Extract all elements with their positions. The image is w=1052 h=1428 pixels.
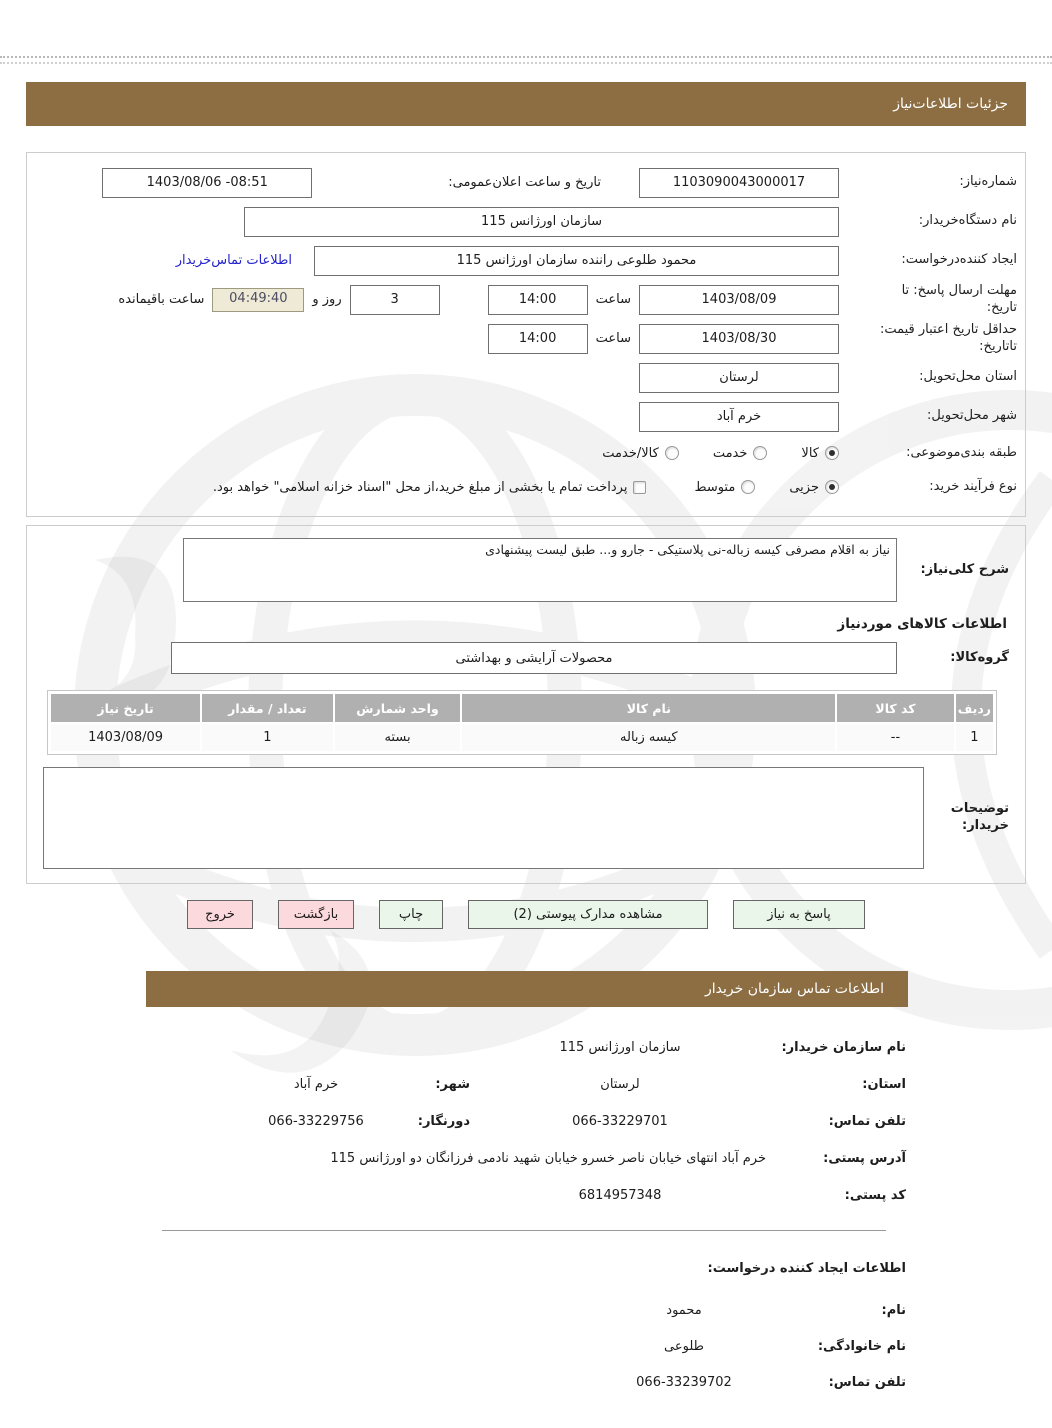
cell-need-date: 1403/08/09 xyxy=(51,724,200,751)
contact-phone-value: 066-33229701 xyxy=(572,1114,668,1129)
row-org-name xyxy=(144,1029,906,1066)
process-minor-label: جزیی xyxy=(789,479,819,495)
exit-button[interactable]: خروج xyxy=(187,900,253,929)
row-creator-phone xyxy=(144,1364,906,1400)
respond-to-need-button[interactable]: پاسخ به نیاز xyxy=(733,900,865,929)
row-subject-class xyxy=(35,436,1017,470)
treasury-docs-label: پرداخت تمام یا بخشی از مبلغ خرید،از محل "اسناد خزانه اسلامی" خواهد بود. xyxy=(212,479,628,495)
creator-phone-value: 066-33239702 xyxy=(636,1374,732,1390)
section-divider xyxy=(162,1230,886,1231)
goods-info-heading: اطلاعات کالاهای موردنیاز xyxy=(837,616,1007,632)
postal-address-value: خرم آباد انتهای خیابان ناصر خسرو خیابان شهید نادمی فرزانگان دو اورژانس 115 xyxy=(330,1151,766,1166)
row-postal-address xyxy=(144,1140,906,1177)
row-postal-code xyxy=(144,1177,906,1214)
org-name-label: نام سازمان خریدار: xyxy=(781,1040,906,1055)
buyer-notes-textarea[interactable] xyxy=(43,767,924,869)
org-name-value: سازمان اورژانس 115 xyxy=(559,1040,681,1055)
goods-table-header-row xyxy=(51,694,993,722)
subject-class-label: طبقه بندی‌موضوعی: xyxy=(906,444,1017,460)
validity-date-field[interactable]: 1403/08/30 xyxy=(639,324,839,354)
goods-group-field[interactable]: محصولات آرایشی و بهداشتی xyxy=(171,642,897,674)
row-buyer-org xyxy=(35,202,1017,241)
contact-section-title: اطلاعات تماس سازمان خریدار xyxy=(705,981,884,997)
print-button[interactable]: چاپ xyxy=(379,900,443,929)
col-row-number: ردیف xyxy=(956,694,993,722)
buyer-notes-label: توضیحات خریدار: xyxy=(950,801,1009,833)
buyer-org-field[interactable]: سازمان اورژانس 115 xyxy=(244,207,839,237)
deadline-hour-label: ساعت xyxy=(595,292,631,307)
creator-info-heading: اطلاعات ایجاد کننده درخواست: xyxy=(707,1261,906,1276)
goods-panel xyxy=(26,525,1026,884)
row-price-validity xyxy=(35,319,1017,358)
view-attachments-button[interactable]: مشاهده مدارک پیوستی (2) xyxy=(468,900,708,929)
validity-hour-label: ساعت xyxy=(595,331,631,346)
last-name-label: نام خانوادگی: xyxy=(817,1338,906,1354)
col-quantity: تعداد / مقدار xyxy=(202,694,332,722)
subject-goods-radio[interactable] xyxy=(825,446,839,460)
col-item-code: کد کالا xyxy=(837,694,954,722)
top-separator xyxy=(0,56,1052,64)
page-title-bar xyxy=(26,82,1026,126)
row-last-name xyxy=(144,1328,906,1364)
cell-item-name: کیسه زباله xyxy=(462,724,835,751)
row-delivery-city xyxy=(35,397,1017,436)
need-description-textarea[interactable]: نیاز به اقلام مصرفی کیسه زباله-نی پلاستیکی - جارو و... طبق لیست پیشنهادی xyxy=(183,538,897,602)
delivery-city-label: شهر محل‌تحویل: xyxy=(927,408,1017,424)
row-response-deadline xyxy=(35,280,1017,319)
countdown-timer: 04:49:40 xyxy=(212,288,304,312)
deadline-date-field[interactable]: 1403/08/09 xyxy=(639,285,839,315)
col-unit: واحد شمارش xyxy=(335,694,461,722)
row-request-creator xyxy=(35,241,1017,280)
cell-row-number: 1 xyxy=(956,724,993,751)
row-process-type xyxy=(35,470,1017,504)
contact-section xyxy=(144,1029,906,1231)
row-buyer-notes xyxy=(43,767,1009,869)
need-description-label: شرح کلی‌نیاز: xyxy=(920,561,1009,577)
treasury-docs-checkbox[interactable] xyxy=(633,481,646,494)
row-need-number xyxy=(35,163,1017,202)
city-label: شهر: xyxy=(435,1077,470,1092)
process-minor-radio[interactable] xyxy=(825,480,839,494)
province-value: لرستان xyxy=(600,1077,640,1092)
postal-address-label: آدرس پستی: xyxy=(823,1151,906,1166)
subject-goods-service-radio[interactable] xyxy=(665,446,679,460)
deadline-days-field[interactable]: 3 xyxy=(350,285,440,315)
row-first-name xyxy=(144,1292,906,1328)
announce-datetime-field[interactable]: 1403/08/06 -08:51 xyxy=(102,168,312,198)
back-button[interactable]: بازگشت xyxy=(278,900,354,929)
table-row xyxy=(51,724,993,751)
row-province-city xyxy=(144,1066,906,1103)
request-creator-field[interactable]: محمود طلوعی راننده سازمان اورژانس 115 xyxy=(314,246,839,276)
last-name-value: طلوعی xyxy=(664,1338,704,1354)
cell-item-code: -- xyxy=(837,724,954,751)
days-label: روز و xyxy=(312,292,342,307)
city-value: خرم آباد xyxy=(293,1077,339,1092)
need-details-panel xyxy=(26,152,1026,517)
delivery-province-field[interactable]: لرستان xyxy=(639,363,839,393)
process-medium-label: متوسط xyxy=(694,479,736,495)
subject-service-radio[interactable] xyxy=(753,446,767,460)
buyer-contact-link[interactable]: اطلاعات تماس‌خریدار xyxy=(175,253,292,268)
process-type-label: نوع فرآیند خرید: xyxy=(929,478,1017,494)
contact-section-bar xyxy=(146,971,908,1007)
first-name-value: محمود xyxy=(666,1302,702,1318)
process-medium-radio[interactable] xyxy=(741,480,755,494)
goods-table-wrapper xyxy=(47,690,997,755)
announce-datetime-label: تاریخ و ساعت اعلان‌عمومی: xyxy=(448,175,601,190)
need-number-label: شماره‌نیاز: xyxy=(959,174,1017,190)
first-name-label: نام: xyxy=(881,1302,906,1318)
contact-phone-label: تلفن تماس: xyxy=(828,1114,906,1129)
countdown-label: ساعت باقیمانده xyxy=(118,292,205,307)
deadline-time-field[interactable]: 14:00 xyxy=(488,285,588,315)
row-delivery-province xyxy=(35,358,1017,397)
postal-code-value: 6814957348 xyxy=(578,1188,662,1203)
creator-phone-label: تلفن تماس: xyxy=(828,1374,906,1390)
validity-time-field[interactable]: 14:00 xyxy=(488,324,588,354)
row-need-description xyxy=(43,538,1009,602)
province-label: استان: xyxy=(862,1077,906,1092)
fax-label: دورنگار: xyxy=(417,1114,470,1129)
subject-goods-label: کالا xyxy=(801,445,819,461)
delivery-province-label: استان محل‌تحویل: xyxy=(919,369,1017,385)
goods-table xyxy=(49,692,995,753)
delivery-city-field[interactable]: خرم آباد xyxy=(639,402,839,432)
row-phone-fax xyxy=(144,1103,906,1140)
need-number-field[interactable]: 1103090043000017 xyxy=(639,168,839,198)
creator-info-section xyxy=(144,1261,906,1400)
col-item-name: نام کالا xyxy=(462,694,835,722)
postal-code-label: کد پستی: xyxy=(844,1188,906,1203)
goods-group-label: گروه‌کالا: xyxy=(950,649,1009,665)
row-goods-group xyxy=(43,642,1009,674)
cell-quantity: 1 xyxy=(202,724,332,751)
price-validity-label: حداقل تاریخ اعتبار قیمت: تاتاریخ: xyxy=(879,322,1017,354)
fax-value: 066-33229756 xyxy=(268,1114,364,1129)
page-title: جزئیات اطلاعات‌نیاز xyxy=(893,96,1008,112)
cell-unit: بسته xyxy=(335,724,461,751)
action-buttons xyxy=(0,900,1052,929)
subject-goods-service-label: کالا/خدمت xyxy=(602,445,659,461)
col-need-date: تاریخ نیاز xyxy=(51,694,200,722)
subject-service-label: خدمت xyxy=(712,445,748,461)
request-creator-label: ایجاد کننده‌درخواست: xyxy=(901,252,1017,268)
buyer-org-label: نام دستگاه‌خریدار: xyxy=(918,213,1017,229)
response-deadline-label: مهلت ارسال پاسخ: تا تاریخ: xyxy=(901,283,1017,315)
